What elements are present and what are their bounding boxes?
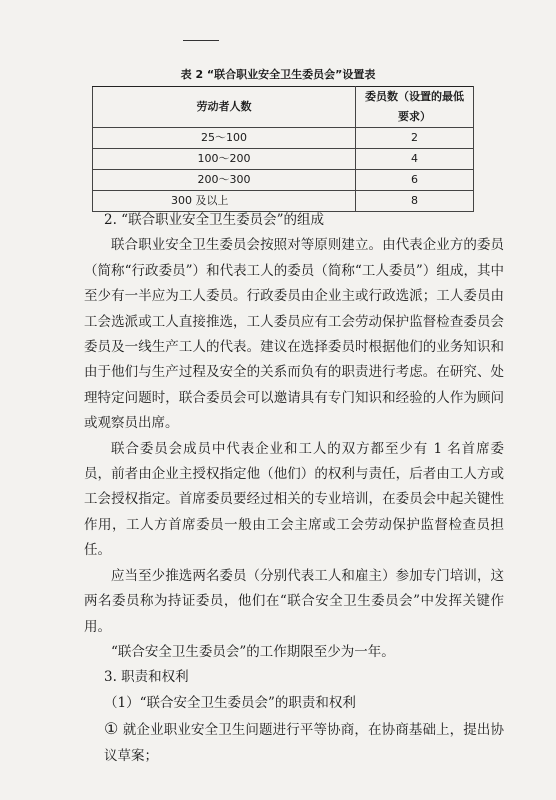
header-workers: 劳动者人数: [93, 87, 356, 128]
section-2-heading: 2. “联合职业安全卫生委员会”的组成: [104, 212, 324, 228]
table-caption: 表 2 “联合职业安全卫生委员会”设置表: [180, 68, 376, 81]
table-header-row: [93, 87, 474, 128]
cell-workers: 25～100: [93, 128, 356, 149]
subsection-1-heading: （1）“联合安全卫生委员会”的职责和权利: [104, 694, 356, 711]
table-row: [93, 170, 474, 191]
body-text: [84, 208, 504, 769]
committee-quota-table: [92, 86, 474, 212]
header-rule: [183, 40, 219, 41]
paragraph-composition: 联合职业安全卫生委员会按照对等原则建立。由代表企业方的委员（简称“行政委员”）和代表工人的委员（简称“工人委员”）组成，其中至少有一半应为工人委员。行政委员由企业主或行政选派；工人委员由工会选派或工人直接推选，工人委员应有工会劳动保护监督检查委员会委员及一线生产工人的代表。建议在选择委员时根据他们的业务知识和由于他们与生产过程及安全的关系而负有的职责进行考虑。在研究、处理特定问题时，联合委员会可以邀请具有专门知识和经验的人作为顾问或观察员出席。: [84, 237, 504, 432]
section-3-heading: 3. 职责和权利: [104, 669, 189, 686]
item-text: 就企业职业安全卫生问题进行平等协商，在协商基础上，提出协议草案；: [104, 722, 505, 764]
cell-members: 2: [356, 128, 474, 149]
paragraph-term: “联合安全卫生委员会”的工作期限至少为一年。: [111, 643, 395, 660]
cell-workers: 100～200: [93, 149, 356, 170]
cell-workers: 200～300: [93, 170, 356, 191]
cell-members: 6: [356, 170, 474, 191]
paragraph-chief-members: 联合委员会成员中代表企业和工人的双方都至少有 1 名首席委员，前者由企业主授权指定他（他们）的权利与责任，后者由工人方或工会授权指定。首席委员要经过相关的专业培训，在委员会中起关键性作用，工人方首席委员一般由工会主席或工会劳动保护监督检查员担任。: [84, 440, 504, 559]
header-members: 委员数（设置的最低要求）: [356, 87, 474, 128]
table-row: [93, 149, 474, 170]
cell-members: 8: [356, 191, 474, 212]
paragraph-certified-members: 应当至少推选两名委员（分别代表工人和雇主）参加专门培训，这两名委员称为持证委员，他们在“联合安全卫生委员会”中发挥关键作用。: [84, 567, 504, 635]
list-item-1: [84, 716, 504, 769]
cell-workers: 300 及以上: [93, 191, 356, 212]
table-row: [93, 128, 474, 149]
cell-members: 4: [356, 149, 474, 170]
item-marker: ①: [104, 719, 119, 739]
